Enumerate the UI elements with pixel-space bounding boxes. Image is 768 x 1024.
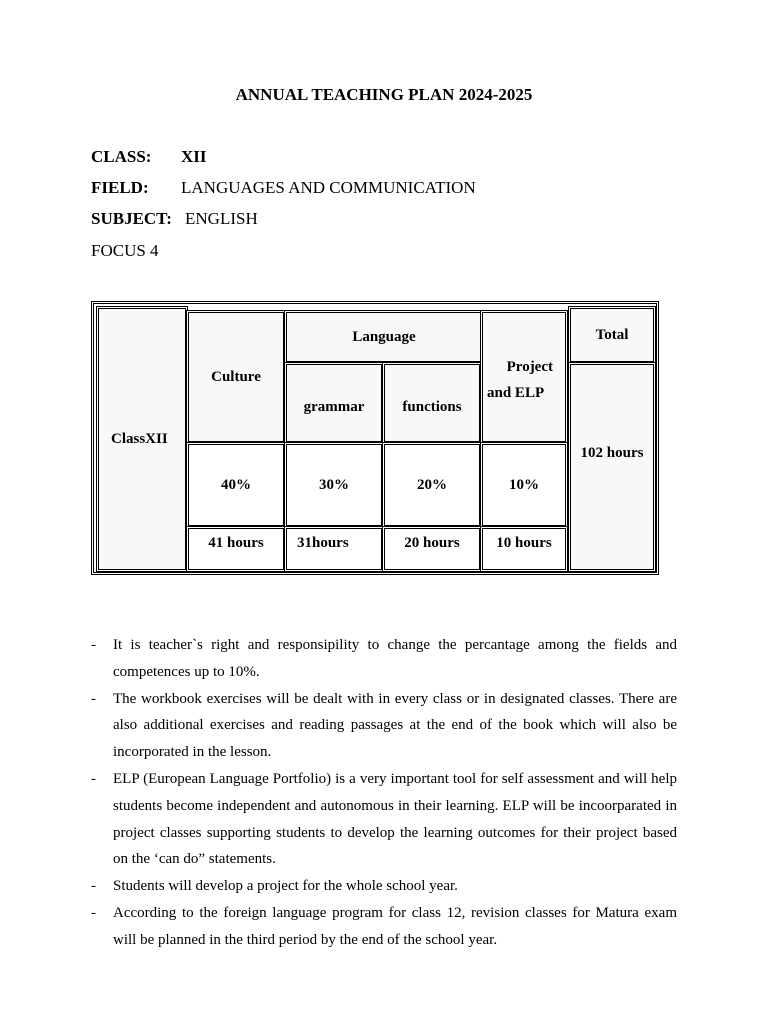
functions-hours-cell [382, 526, 482, 572]
field-label: FIELD: [91, 178, 149, 197]
project-hours-text: 10 hours [496, 535, 552, 551]
list-item [91, 873, 677, 900]
list-item-text: According to the foreign language program for class 12, revision classes for Matura exam will be planned in the third period by the end of the school year. [113, 904, 677, 948]
subject-value: ENGLISH [185, 209, 258, 228]
grammar-percent-cell [284, 442, 384, 528]
list-item-text: ELP (European Language Portfolio) is a very important tool for self assessment and will help students become independent and autonomous in their learning. ELP will be incoorparated in project classes supporting students to develop the learning outcomes for their project based on the ‘can do” statements. [113, 770, 677, 868]
teaching-plan-table [91, 301, 659, 575]
grammar-header-text: grammar [303, 398, 365, 415]
project-percent-cell [480, 442, 568, 528]
language-header-text: Language [352, 328, 416, 345]
grammar-header-cell [284, 362, 384, 444]
project-percent-text: 10% [509, 476, 539, 493]
project-header-cell [480, 310, 568, 444]
project-header-line2: and ELP [487, 385, 545, 401]
language-header-cell [284, 310, 484, 364]
culture-percent-text: 40% [221, 476, 251, 493]
project-hours-cell [480, 526, 568, 572]
class-value: XII [181, 147, 207, 166]
notes-list [91, 632, 677, 954]
document-title: ANNUAL TEACHING PLAN 2024-2025 [235, 85, 533, 104]
list-dash: - [91, 878, 96, 895]
class-header-text: ClassXII [111, 430, 168, 447]
culture-header-text: Culture [211, 368, 261, 385]
culture-header-cell [186, 310, 286, 444]
culture-hours-cell [186, 526, 286, 572]
list-item-text: Students will develop a project for the whole school year. [113, 878, 458, 895]
functions-percent-text: 20% [417, 476, 447, 493]
functions-hours-text: 20 hours [404, 535, 460, 551]
project-header-line1: Project [506, 359, 553, 375]
grammar-hours-text: 31hours [297, 535, 349, 551]
grammar-percent-text: 30% [319, 476, 349, 493]
focus-label: FOCUS 4 [91, 241, 159, 260]
list-item-text: The workbook exercises will be dealt with in every class or in designated classes. There are also additional exercises and reading passages at the end of the book which will also be incorporated in the lesson. [113, 690, 677, 761]
list-item-text: It is teacher`s right and responsipility to change the percantage among the fields and competences up to 10%. [113, 637, 677, 680]
class-label: CLASS: [91, 147, 152, 166]
culture-hours-text: 41 hours [208, 535, 264, 551]
list-item [91, 766, 677, 873]
list-item [91, 632, 677, 686]
subject-label: SUBJECT: [91, 209, 172, 228]
grammar-hours-cell [284, 526, 384, 572]
subject-row [91, 209, 258, 229]
culture-percent-cell [186, 442, 286, 528]
list-dash: - [91, 637, 96, 653]
total-value-cell [568, 362, 656, 572]
class-header-cell [96, 306, 188, 572]
class-row [91, 147, 207, 167]
list-item [91, 900, 677, 954]
list-dash: - [91, 904, 96, 921]
total-value-text: 102 hours [580, 445, 644, 461]
functions-percent-cell [382, 442, 482, 528]
list-item [91, 686, 677, 766]
list-dash: - [91, 770, 96, 787]
list-dash: - [91, 690, 96, 707]
field-value: LANGUAGES AND COMMUNICATION [181, 178, 476, 197]
total-header-cell [568, 306, 656, 364]
total-header-text: Total [595, 326, 629, 343]
functions-header-text: functions [402, 398, 462, 415]
functions-header-cell [382, 362, 482, 444]
field-row [91, 178, 476, 198]
